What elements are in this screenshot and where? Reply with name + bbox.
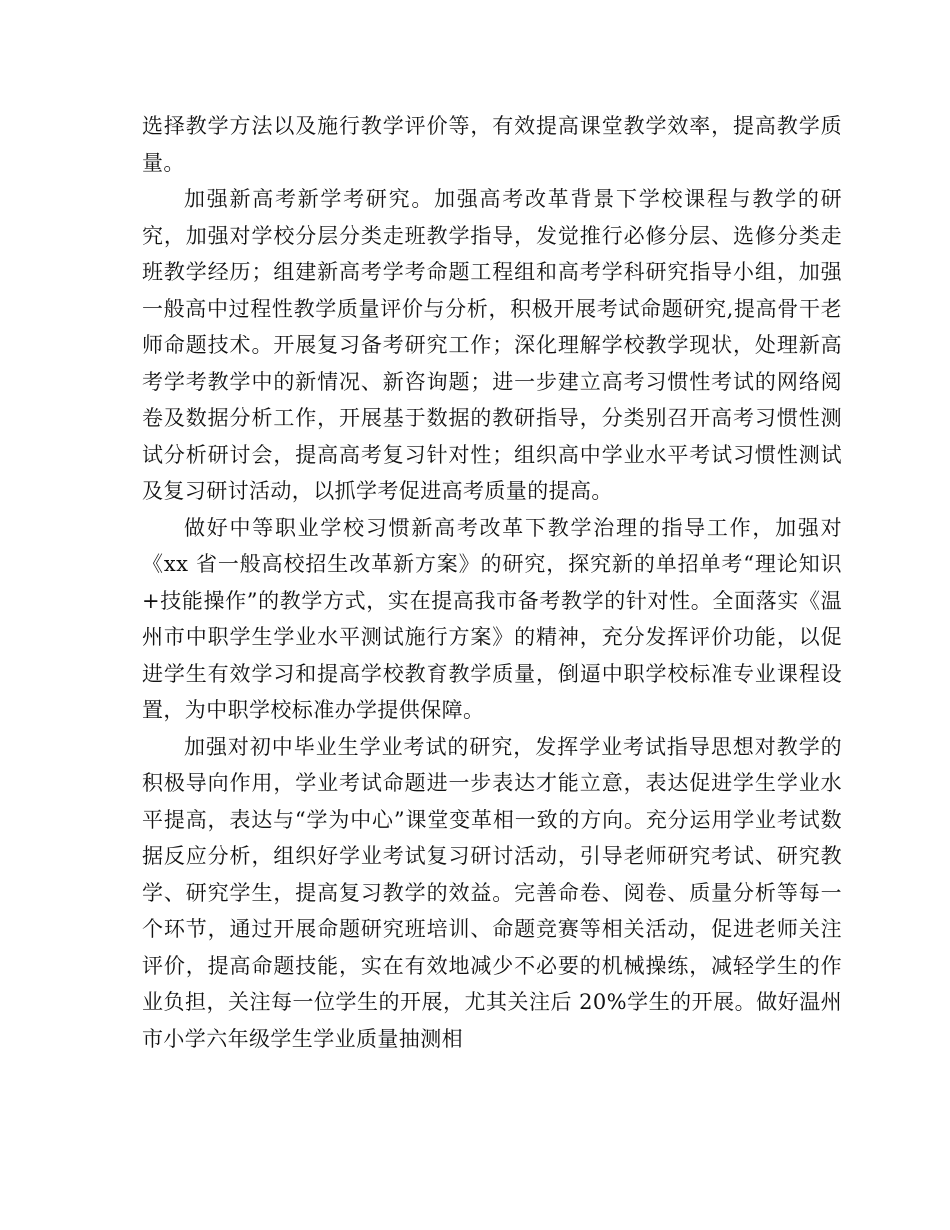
paragraph-new-gaokao-research: 加强新高考新学考研究。加强高考改革背景下学校课程与教学的研究，加强对学校分层分类走班教学指导，发觉推行必修分层、选修分类走班教学经历；组建新高考学考命题工程组和高考学科研究指导小组，加强一般高中过程性教学质量评价与分析，积极开展考试命题研究,提高骨干老师命题技术。开展复习备考研究工作；深化理解学校教学现状，处理新高考学考教学中的新情况、新咨询题；进一步建立高考习惯性考试的网络阅卷及数据分析工作，开展基于数据的教研指导，分类别召开高考习惯性测试分析研讨会，提高高考复习针对性；组织高中学业水平考试习惯性测试及复习研讨活动，以抓学考促进高考质量的提高。 [142,187,842,503]
paragraph-junior-high-exams: 加强对初中毕业生学业考试的研究，发挥学业考试指导思想对教学的积极导向作用，学业考试命题进一步表达才能立意，表达促进学生学业水平提高，表达与“学为中心”课堂变革相一致的方向。充分运用学业考试数据反应分析，组织好学业考试复习研讨活动，引导老师研究考试、研究教学、研究学生，提高复习教学的效益。完善命卷、阅卷、质量分析等每一个环节，通过开展命题研究班培训、命题竞赛等相关活动，促进老师关注评价，提高命题技能，实在有效地减少不必要的机械操练，减轻学生的作业负担，关注每一位学生的开展，尤其关注后 20%学生的开展。做好温州市小学六年级学生学业质量抽测相 [142,734,842,1051]
paragraph-vocational-schools: 做好中等职业学校习惯新高考改革下教学治理的指导工作，加强对《xx 省一般高校招生改革新方案》的研究，探究新的单招单考“理论知识+技能操作”的教学方式，实在提高我市备考教学的针对性。全面落实《温州市中职学生学业水平测试施行方案》的精神，充分发挥评价功能，以促进学生有效学习和提高学校教育教学质量，倒逼中职学校标准专业课程设置，为中职学校标准办学提供保障。 [142,515,842,722]
paragraph-continuation: 选择教学方法以及施行教学评价等，有效提高课堂教学效率，提高教学质量。 [142,114,842,175]
body-text [142,108,842,1057]
